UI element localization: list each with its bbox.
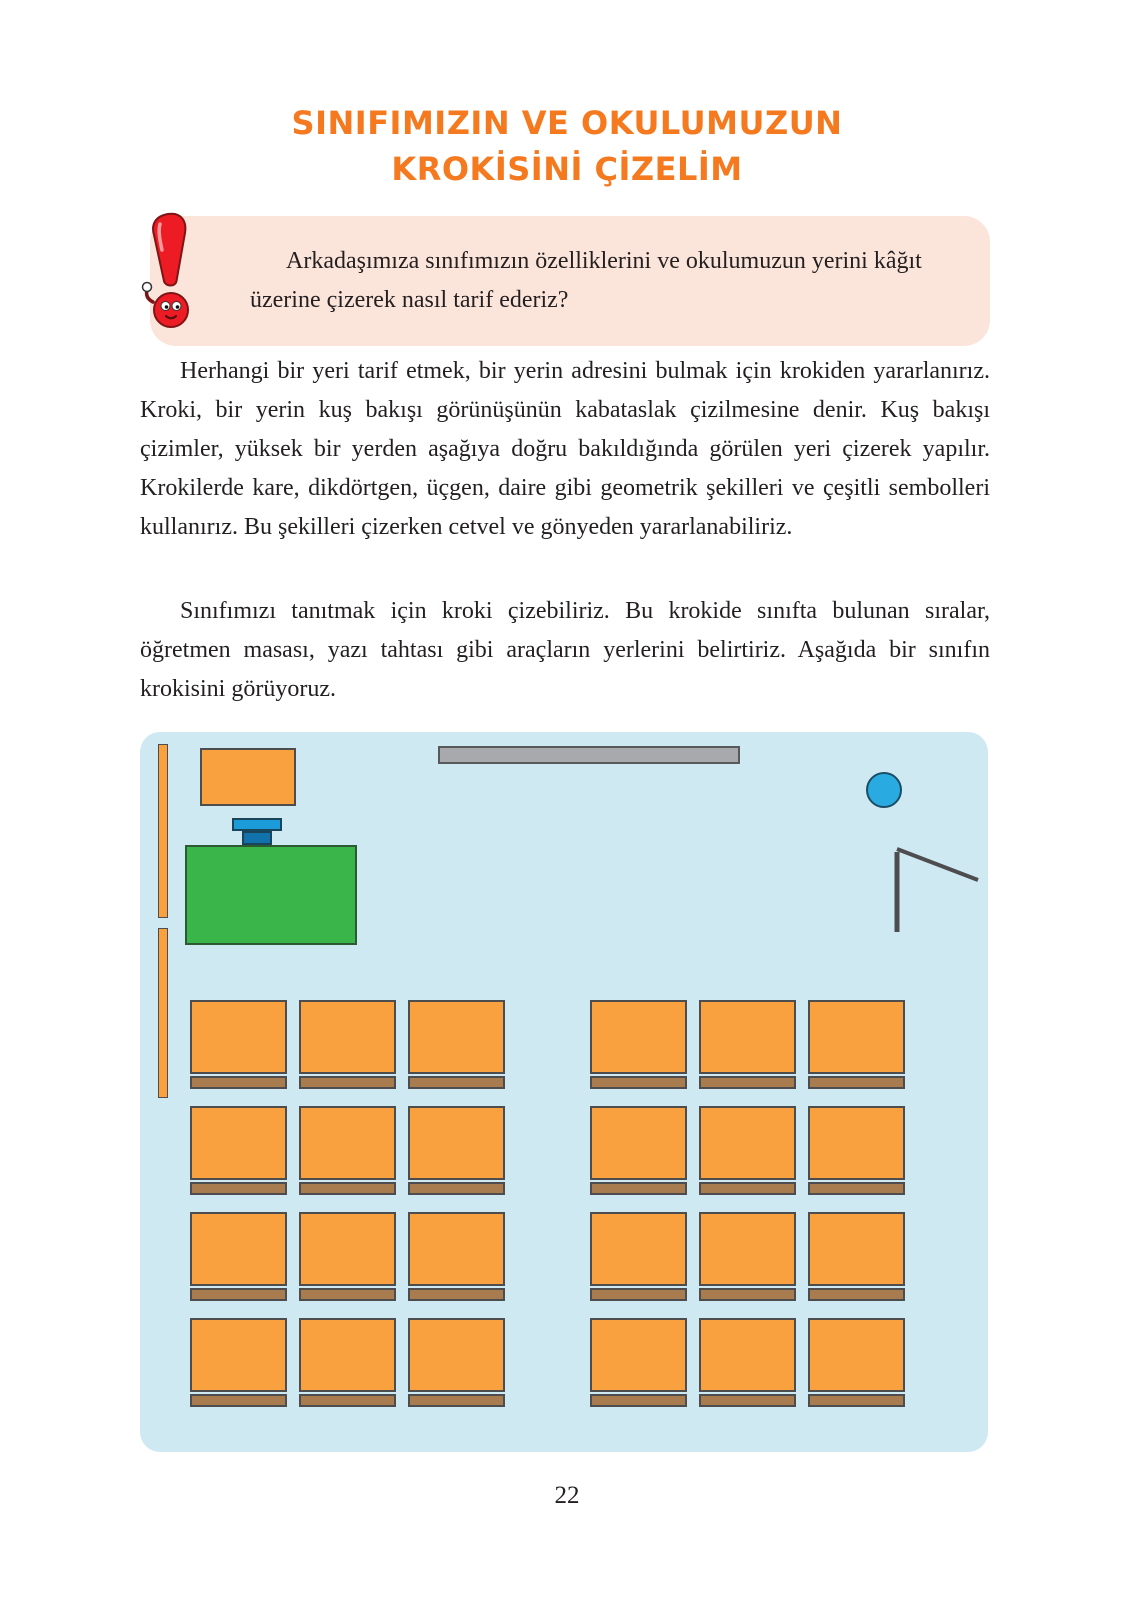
student-desk-seat <box>408 1288 505 1301</box>
student-desk <box>699 1106 796 1195</box>
student-desk-seat <box>190 1076 287 1089</box>
student-desk-top <box>408 1212 505 1286</box>
student-desk-top <box>408 1000 505 1074</box>
student-desk <box>408 1212 505 1301</box>
student-desk <box>808 1000 905 1089</box>
desk-group-left <box>190 1000 505 1407</box>
student-desk <box>299 1212 396 1301</box>
student-desk <box>190 1318 287 1407</box>
student-desk <box>408 1000 505 1089</box>
paragraph-classroom-kroki: Sınıfımızı tanıtmak için kroki çizebiliriz. Bu krokide sınıfta bulunan sıralar, öğretmen masası, yazı tahtası gibi araçların yerlerini belirtiriz. Aşağıda bir sınıfın krokisini görüyoruz. <box>140 598 990 702</box>
student-desk <box>590 1212 687 1301</box>
student-desk <box>190 1000 287 1089</box>
exclamation-mascot-icon <box>138 208 210 336</box>
student-desk-top <box>699 1318 796 1392</box>
student-desk-top <box>808 1106 905 1180</box>
student-desk-seat <box>408 1182 505 1195</box>
student-desk-top <box>190 1212 287 1286</box>
page-title <box>0 100 1134 192</box>
page-number: 22 <box>554 1482 580 1509</box>
student-desk-seat <box>699 1394 796 1407</box>
student-desk-seat <box>590 1182 687 1195</box>
student-desk-top <box>299 1000 396 1074</box>
page-title-line2: KROKİSİNİ ÇİZELİM <box>391 150 743 188</box>
student-desk-top <box>190 1106 287 1180</box>
student-desk <box>808 1212 905 1301</box>
student-desk-top <box>808 1000 905 1074</box>
student-desk-top <box>808 1212 905 1286</box>
student-desk-top <box>808 1318 905 1392</box>
student-desk-top <box>299 1318 396 1392</box>
student-desk <box>590 1000 687 1089</box>
student-desk <box>699 1000 796 1089</box>
student-desk-top <box>590 1318 687 1392</box>
student-desk-top <box>699 1212 796 1286</box>
student-desk <box>808 1106 905 1195</box>
student-desk-seat <box>190 1288 287 1301</box>
blue-circle-object <box>866 772 902 808</box>
student-desk-seat <box>590 1288 687 1301</box>
teacher-chair-top <box>232 818 282 831</box>
student-desk-seat <box>299 1394 396 1407</box>
desk-group-right <box>590 1000 905 1407</box>
student-desk-top <box>590 1000 687 1074</box>
student-desk <box>190 1212 287 1301</box>
teacher-desk <box>185 845 357 945</box>
student-desk-top <box>299 1106 396 1180</box>
window-strip-top <box>158 744 168 918</box>
student-desk <box>408 1318 505 1407</box>
student-desk-seat <box>299 1182 396 1195</box>
paragraph-kroki-definition: Herhangi bir yeri tarif etmek, bir yerin adresini bulmak için krokiden yararlanırız. Kroki, bir yerin kuş bakışı görünüşünün kabataslak çizilmesine denir. Kuş bakışı çizimler, yüksek bir yerden aşağıya doğru bakıldığında görülen yeri çizerek yapılır. Krokilerde kare, dikdörtgen, üçgen, daire gibi geometrik şekilleri ve çeşitli sembolleri kullanırız. Bu şekilleri çizerken cetvel ve gönyeden yararlanabiliriz. <box>140 358 990 540</box>
callout-box <box>150 216 990 346</box>
student-desk-seat <box>808 1076 905 1089</box>
student-desk <box>190 1106 287 1195</box>
student-desk <box>590 1106 687 1195</box>
door-icon <box>890 837 1000 937</box>
student-desk <box>299 1106 396 1195</box>
student-desk-seat <box>408 1394 505 1407</box>
student-desk-seat <box>590 1076 687 1089</box>
student-desk-top <box>190 1318 287 1392</box>
teacher-chair-base <box>242 831 272 845</box>
window-strip-bottom <box>158 928 168 1098</box>
cabinet-rectangle <box>200 748 296 806</box>
student-desk-seat <box>808 1288 905 1301</box>
student-desk-seat <box>699 1076 796 1089</box>
blackboard-bar <box>438 746 740 764</box>
student-desk-seat <box>299 1076 396 1089</box>
student-desk-seat <box>808 1394 905 1407</box>
student-desk-top <box>590 1106 687 1180</box>
student-desk-seat <box>699 1288 796 1301</box>
classroom-sketch <box>140 732 988 1452</box>
page-title-line1: SINIFIMIZIN VE OKULUMUZUN <box>291 104 843 142</box>
student-desk <box>808 1318 905 1407</box>
student-desk-seat <box>190 1394 287 1407</box>
student-desk-seat <box>699 1182 796 1195</box>
student-desk-top <box>699 1106 796 1180</box>
student-desk-seat <box>190 1182 287 1195</box>
student-desk <box>408 1106 505 1195</box>
student-desk-seat <box>808 1182 905 1195</box>
student-desk <box>299 1318 396 1407</box>
student-desk-seat <box>408 1076 505 1089</box>
callout-text: Arkadaşımıza sınıfımızın özelliklerini ve okulumuzun yerini kâğıt üzerine çizerek nasıl tarif ederiz? <box>250 248 922 313</box>
student-desk-top <box>190 1000 287 1074</box>
student-desk-seat <box>299 1288 396 1301</box>
student-desk <box>699 1212 796 1301</box>
student-desk-top <box>699 1000 796 1074</box>
student-desk-top <box>299 1212 396 1286</box>
student-desk-top <box>408 1318 505 1392</box>
student-desk-top <box>408 1106 505 1180</box>
student-desk <box>299 1000 396 1089</box>
student-desk-top <box>590 1212 687 1286</box>
student-desk-seat <box>590 1394 687 1407</box>
student-desk <box>590 1318 687 1407</box>
student-desk <box>699 1318 796 1407</box>
